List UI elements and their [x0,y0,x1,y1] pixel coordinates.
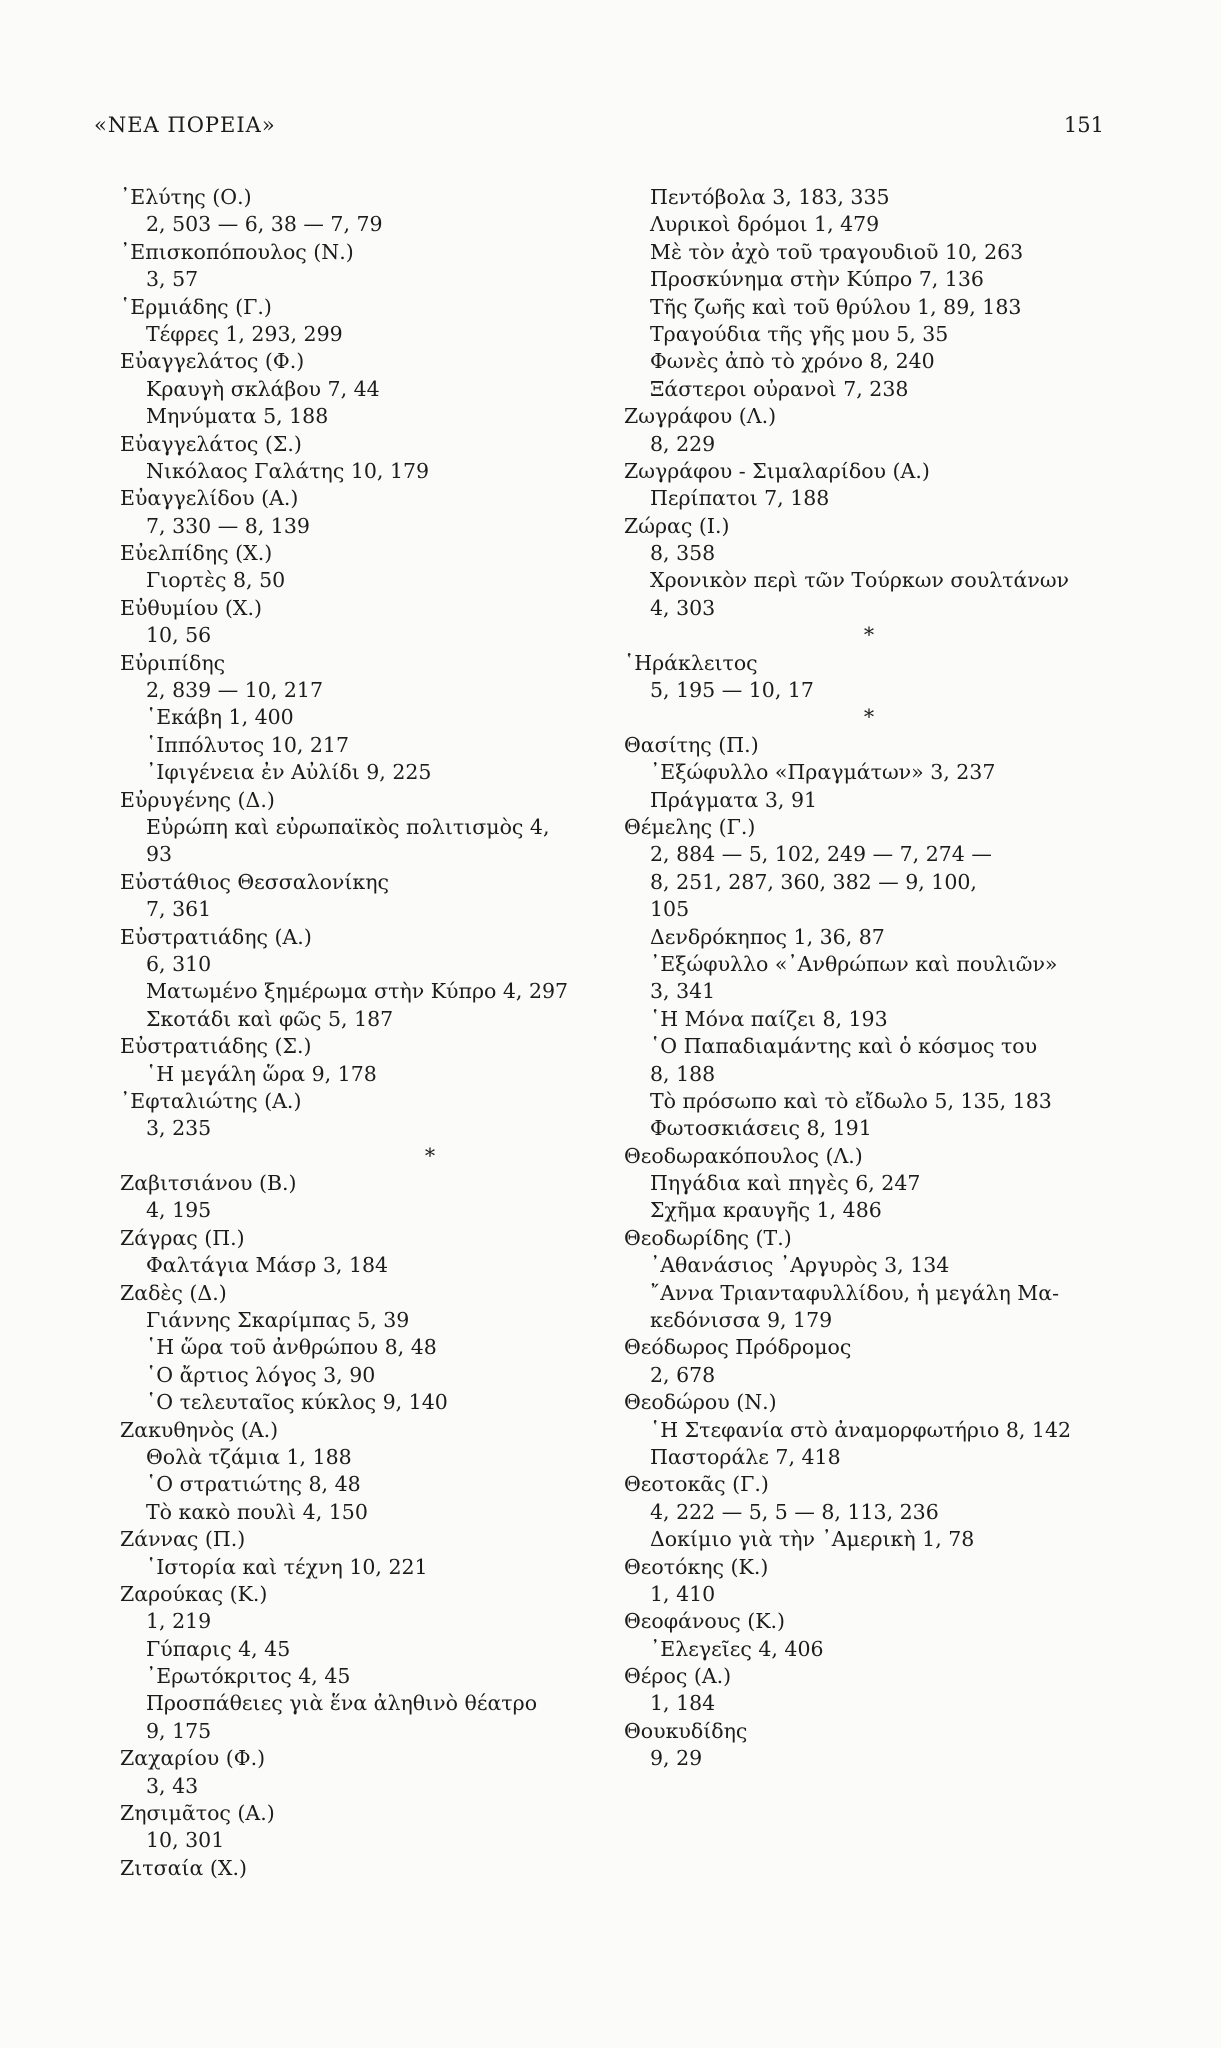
index-entry: Πράγματα 3, 91 [650,787,818,812]
index-entry: Φωτοσκιάσεις 8, 191 [650,1116,872,1141]
index-entry: 10, 56 [146,623,212,648]
index-author: Ζαρούκας (Κ.) [120,1581,268,1606]
index-entry: ῾Ο τελευταῖος κύκλος 9, 140 [146,1390,448,1415]
index-entry: 105 [650,897,690,922]
index-entry: 3, 43 [146,1773,199,1798]
index-author: Ζαχαρίου (Φ.) [120,1746,266,1771]
index-entry: ᾿Ερωτόκριτος 4, 45 [146,1664,351,1689]
index-entry: Γιάννης Σκαρίμπας 5, 39 [146,1308,410,1333]
index-author: Θασίτης (Π.) [624,732,759,757]
index-author: Εὐαγγελάτος (Σ.) [120,431,302,456]
index-entry: Νικόλαος Γαλάτης 10, 179 [146,458,430,483]
index-author: Θεοδωρακόπουλος (Λ.) [624,1143,863,1168]
index-author: Εὐριπίδης [120,650,226,675]
index-entry: ῾Η ὥρα τοῦ ἀνθρώπου 8, 48 [146,1335,437,1360]
index-entry: ῾Ιστορία καὶ τέχνη 10, 221 [146,1554,428,1579]
index-entry: ᾿Αθανάσιος ᾿Αργυρὸς 3, 134 [650,1253,950,1278]
index-entry: 8, 251, 287, 360, 382 — 9, 100, [650,869,977,894]
index-entry: 9, 29 [650,1746,703,1771]
index-entry: 8, 358 [650,541,716,566]
index-entry: 2, 839 — 10, 217 [146,678,323,703]
index-author: Ζιτσαία (Χ.) [120,1855,247,1880]
index-author: Θέρος (Α.) [624,1664,732,1689]
index-entry: Κραυγὴ σκλάβου 7, 44 [146,376,380,401]
index-entry: ῾Ιππόλυτος 10, 217 [146,732,350,757]
index-entry: ᾿Ιφιγένεια ἐν Αὐλίδι 9, 225 [146,760,432,785]
index-author: Ζωγράφου (Λ.) [624,404,777,429]
index-entry: Φωνὲς ἀπὸ τὸ χρόνο 8, 240 [650,349,935,374]
index-entry: Γύπαρις 4, 45 [146,1636,291,1661]
index-author: Θεόδωρος Πρόδρομος [624,1335,852,1360]
index-entry: Σκοτάδι καὶ φῶς 5, 187 [146,1006,394,1031]
index-author: Θουκυδίδης [624,1718,748,1743]
index-entry: Φαλτάγια Μάσρ 3, 184 [146,1253,389,1278]
index-author: Θεοδωρίδης (Τ.) [624,1225,792,1250]
index-entry: Μὲ τὸν ἀχὸ τοῦ τραγουδιοῦ 10, 263 [650,239,1024,264]
journal-title: «ΝΕΑ ΠΟΡΕΙΑ» [94,113,276,137]
index-entry: 1, 219 [146,1609,212,1634]
index-author: ᾿Εφταλιώτης (Α.) [120,1088,302,1113]
index-entry: Πηγάδια καὶ πηγὲς 6, 247 [650,1171,921,1196]
index-entry: Σχῆμα κραυγῆς 1, 486 [650,1198,882,1223]
index-entry: Τέφρες 1, 293, 299 [146,321,343,346]
index-author: Εὐστρατιάδης (Σ.) [120,1034,312,1059]
index-author: Εὐστάθιος Θεσσαλονίκης [120,869,389,894]
section-separator: * [863,705,875,730]
index-entry: 2, 884 — 5, 102, 249 — 7, 274 — [650,842,992,867]
index-entry: Μηνύματα 5, 188 [146,404,329,429]
index-author: Εὐστρατιάδης (Α.) [120,924,312,949]
index-entry: ᾿Εξώφυλλο «᾿Ανθρώπων καὶ πουλιῶν» [650,951,1058,976]
index-entry: Προσκύνημα στὴν Κύπρο 7, 136 [650,267,984,292]
index-entry: Λυρικοὶ δρόμοι 1, 479 [650,212,880,237]
index-entry: 3, 57 [146,267,199,292]
index-entry: Ματωμένο ξημέρωμα στὴν Κύπρο 4, 297 [146,979,569,1004]
index-author: Θεοφάνους (Κ.) [624,1609,786,1634]
index-entry: ῾Ο στρατιώτης 8, 48 [146,1472,361,1497]
index-entry: 4, 303 [650,595,716,620]
index-entry: Χρονικὸν περὶ τῶν Τούρκων σουλτάνων [650,568,1070,593]
index-author: Εὐθυμίου (Χ.) [120,595,263,620]
index-entry: 2, 503 — 6, 38 — 7, 79 [146,212,383,237]
index-entry: ᾿Ελεγεῖες 4, 406 [650,1636,824,1661]
index-author: ᾿Επισκοπόπουλος (Ν.) [120,239,354,264]
index-author: Θεοτοκᾶς (Γ.) [624,1472,769,1497]
index-entry: 7, 330 — 8, 139 [146,513,310,538]
index-entry: 93 [146,842,173,867]
index-author: Θεοδώρου (Ν.) [624,1390,777,1415]
index-entry: ῾Η Στεφανία στὸ ἀναμορφωτήριο 8, 142 [650,1417,1072,1442]
index-entry: Περίπατοι 7, 188 [650,486,830,511]
index-entry: 8, 229 [650,431,716,456]
index-entry: ῾Η Μόνα παίζει 8, 193 [650,1006,888,1031]
index-author: Εὐελπίδης (Χ.) [120,541,273,566]
index-entry: Δοκίμιο γιὰ τὴν ᾿Αμερικὴ 1, 78 [650,1527,975,1552]
index-entry: ῎Αννα Τριανταφυλλίδου, ἡ μεγάλη Μα- [650,1280,1059,1305]
index-column-right [624,184,1114,1773]
index-author: Ζαδὲς (Δ.) [120,1280,227,1305]
index-entry: 6, 310 [146,951,212,976]
index-entry: 9, 175 [146,1718,212,1743]
index-author: Ζάννας (Π.) [120,1527,246,1552]
index-author: Ζακυθηνὸς (Α.) [120,1417,279,1442]
index-entry: Τραγούδια τῆς γῆς μου 5, 35 [650,321,949,346]
index-entry: ῾Ο ἄρτιος λόγος 3, 90 [146,1362,376,1387]
index-author: Ζαβιτσιάνου (Β.) [120,1171,297,1196]
index-entry: Τῆς ζωῆς καὶ τοῦ θρύλου 1, 89, 183 [650,294,1022,319]
index-entry: Εὐρώπη καὶ εὐρωπαϊκὸς πολιτισμὸς 4, [146,814,550,839]
index-entry: Πεντόβολα 3, 183, 335 [650,185,890,209]
index-author: ᾿Ελύτης (Ο.) [120,185,252,209]
section-separator: * [863,623,875,648]
index-entry: 4, 195 [146,1198,212,1223]
section-separator: * [424,1143,436,1168]
index-entry: 4, 222 — 5, 5 — 8, 113, 236 [650,1499,939,1524]
index-author: ῾Ερμιάδης (Γ.) [120,294,272,319]
page-header [94,113,1104,143]
index-entry: Δενδρόκηπος 1, 36, 87 [650,924,885,949]
index-entry: ῾Η μεγάλη ὥρα 9, 178 [146,1061,377,1086]
index-author: Θέμελης (Γ.) [624,814,756,839]
index-author: Εὐαγγελάτος (Φ.) [120,349,305,374]
index-entry: Προσπάθειες γιὰ ἕνα ἀληθινὸ θέατρο [146,1691,538,1716]
index-entry: 1, 410 [650,1581,716,1606]
index-author: Ζησιμᾶτος (Α.) [120,1801,275,1826]
index-entry: 3, 341 [650,979,716,1004]
index-column-left [120,184,620,1882]
index-entry: 1, 184 [650,1691,716,1716]
index-entry: Ξάστεροι οὐρανοὶ 7, 238 [650,376,909,401]
index-entry: Γιορτὲς 8, 50 [146,568,286,593]
index-entry: 5, 195 — 10, 17 [650,678,814,703]
index-entry: ᾿Εξώφυλλο «Πραγμάτων» 3, 237 [650,760,996,785]
index-entry: Θολὰ τζάμια 1, 188 [146,1444,352,1469]
index-author: Εὐαγγελίδου (Α.) [120,486,299,511]
index-author: Ζωγράφου - Σιμαλαρίδου (Α.) [624,458,930,483]
index-entry: 2, 678 [650,1362,716,1387]
index-author: Ζάγρας (Π.) [120,1225,245,1250]
index-author: Εὐρυγένης (Δ.) [120,787,275,812]
index-entry: Παστοράλε 7, 418 [650,1444,841,1469]
index-author: Ζώρας (Ι.) [624,513,730,538]
page-number: 151 [1063,113,1104,137]
index-entry: 10, 301 [146,1828,225,1853]
index-entry: Τὸ πρόσωπο καὶ τὸ εἴδωλο 5, 135, 183 [650,1088,1052,1113]
index-author: Θεοτόκης (Κ.) [624,1554,769,1579]
index-entry: Τὸ κακὸ πουλὶ 4, 150 [146,1499,368,1524]
index-entry: κεδόνισσα 9, 179 [650,1308,833,1333]
index-entry: 8, 188 [650,1061,716,1086]
index-entry: 7, 361 [146,897,212,922]
index-entry: 3, 235 [146,1116,212,1141]
index-author: ῾Ηράκλειτος [624,650,758,675]
index-entry: ῾Εκάβη 1, 400 [146,705,294,730]
index-entry: ῾Ο Παπαδιαμάντης καὶ ὁ κόσμος του [650,1034,1038,1059]
